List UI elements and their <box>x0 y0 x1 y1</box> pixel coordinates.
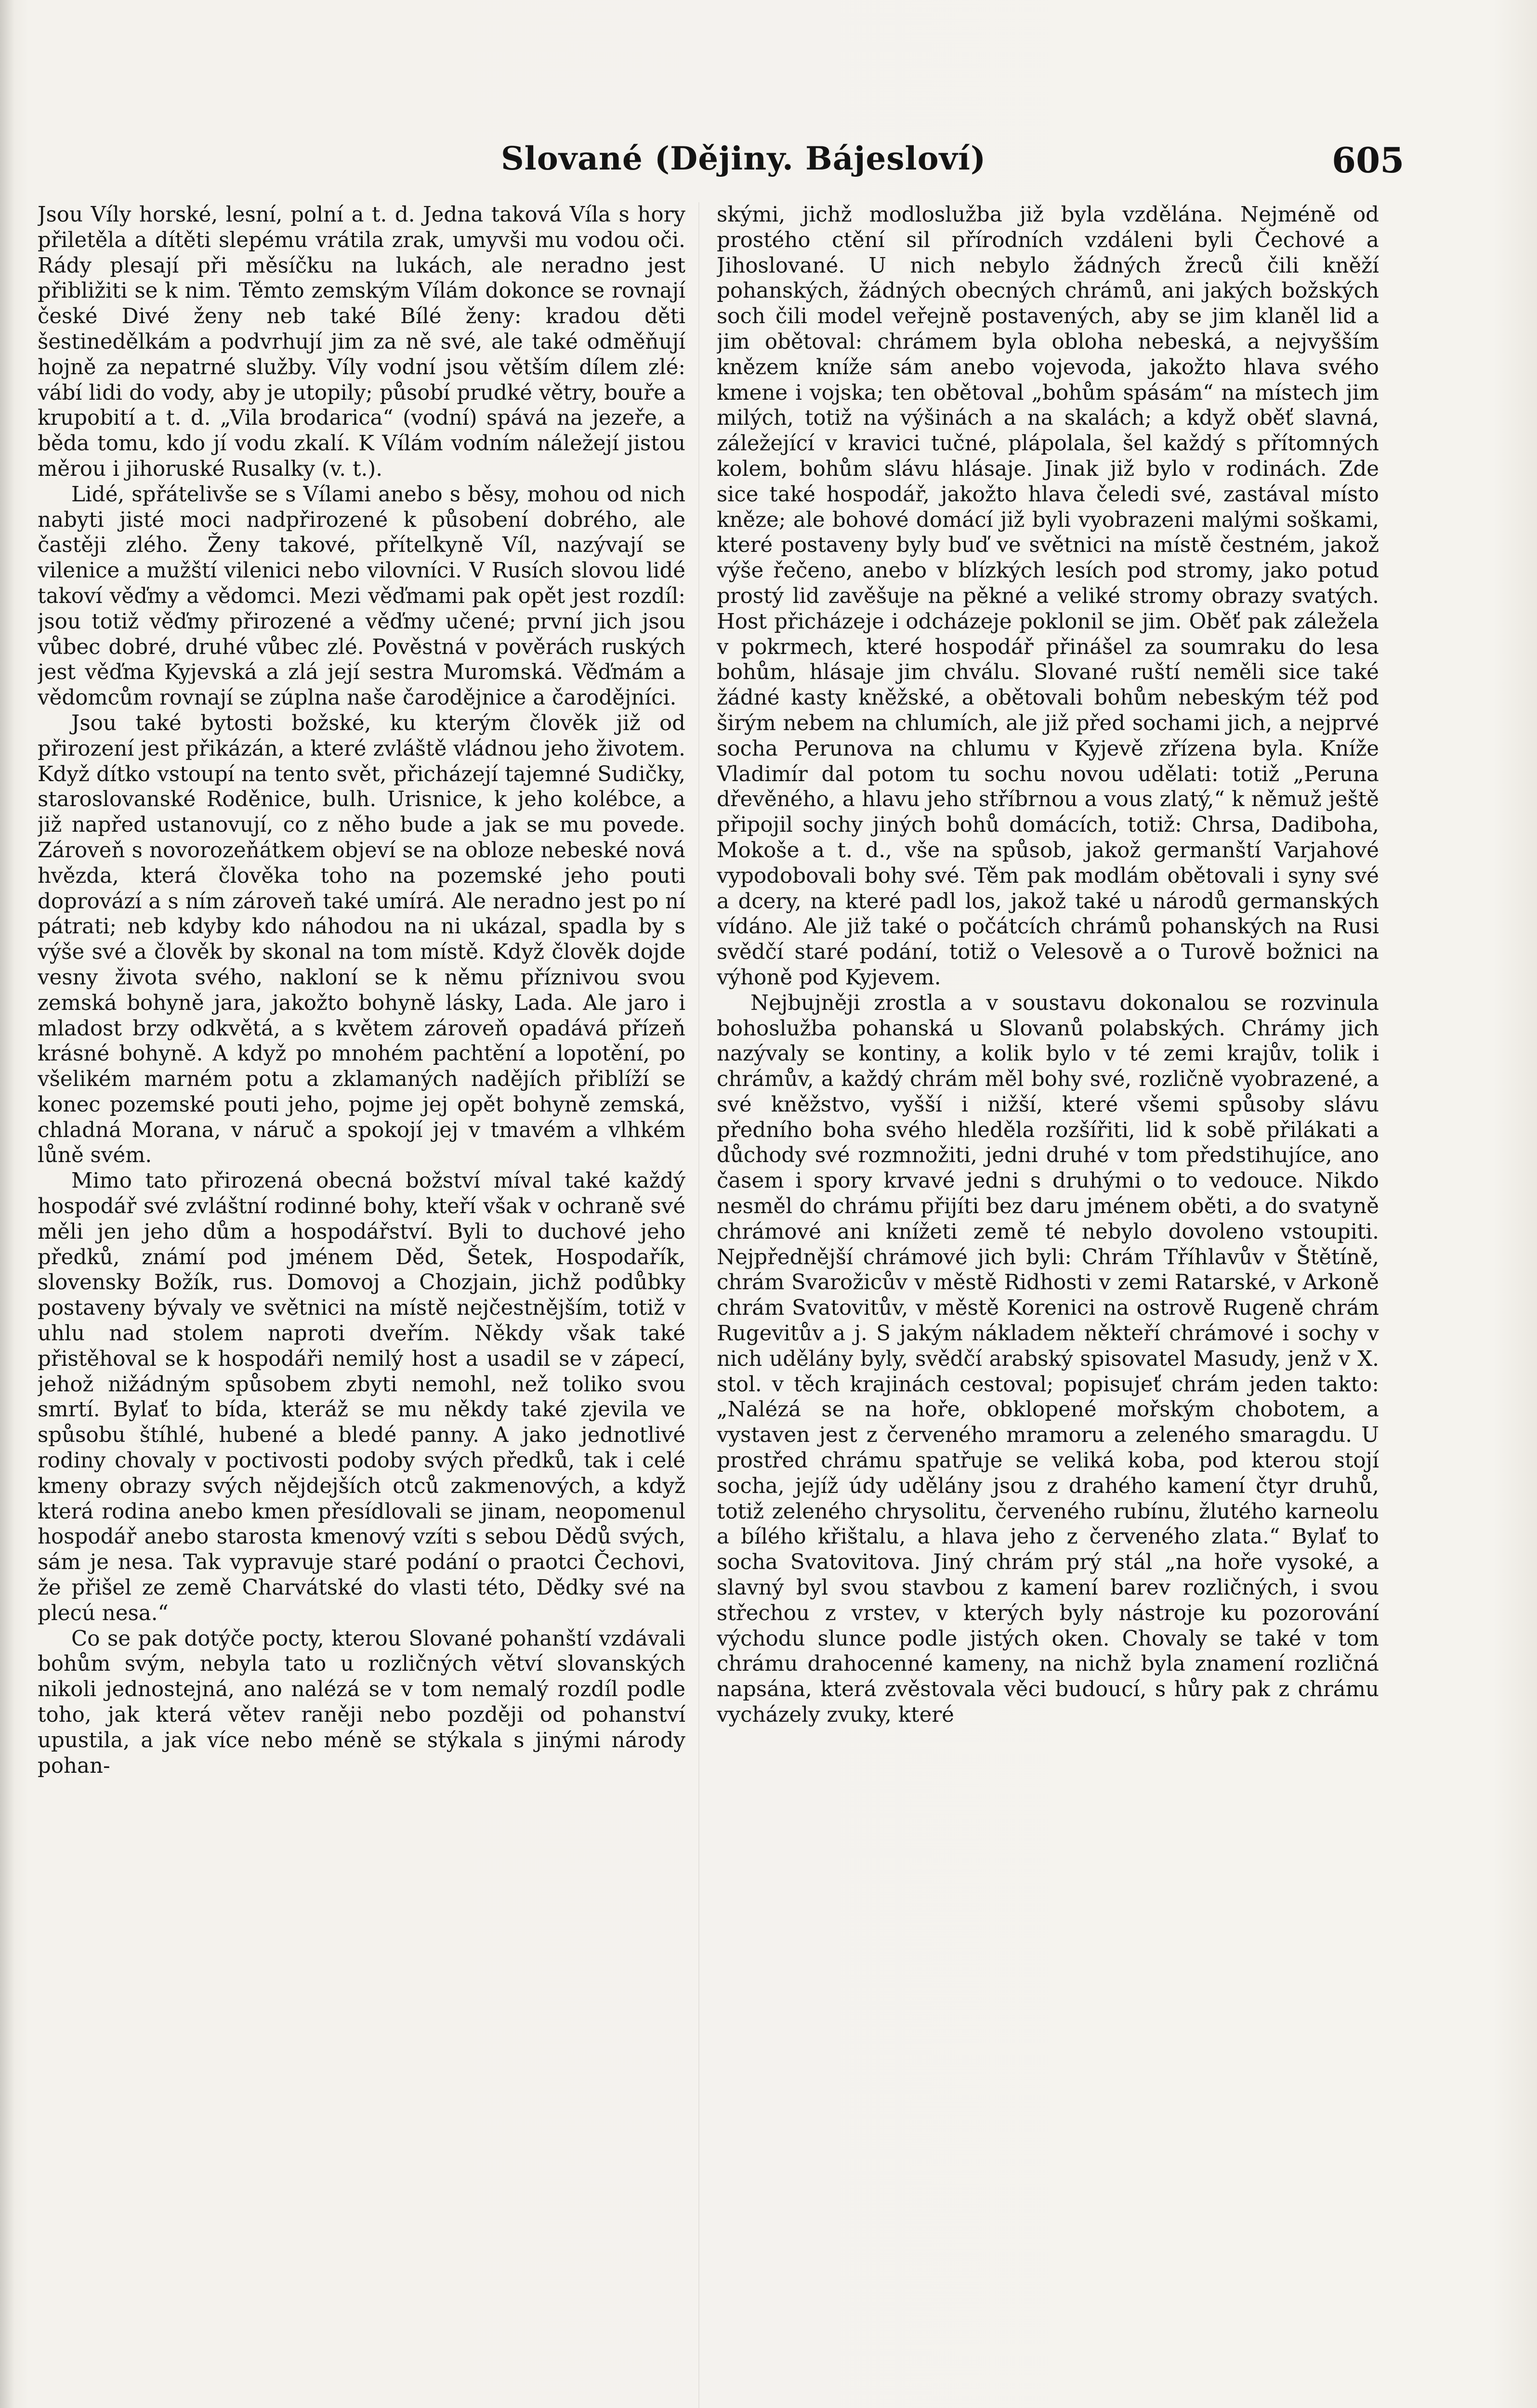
paragraph: skými, jichž modloslužba již byla vzdělána. Nejméně od prostého ctění sil přírodních vzdáleni byli Čechové a Jihoslované. U nich nebylo žádných žreců čili kněží pohanských, žádných obecných chrámů, ani jakých božských soch čili model veřejně postavených, aby se jim klaněl lid a jim obětoval: chrámem byla obloha nebeská, a nejvyšším knězem kníže sám anebo vojevoda, jakožto hlava svého kmene i vojska; ten obětoval „bohům spásám“ na místech jim milých, totiž na výšinách a na skalách; a když oběť slavná, záležející v kravici tučné, plápolala, šel každý s přítomných kolem, bohům slávu hlásaje. Jinak již bylo v rodinách. Zde sice také hospodář, jakožto hlava čeledi své, zastával místo kněze; ale bohové domácí již byli vyobrazeni malými soškami, které postaveny byly buď ve světnici na místě čestném, jakož výše řečeno, anebo v blízkých lesích pod stromy, jako potud prostý lid zavěšuje na pěkné a veliké stromy obrazy svatých. Host přicházeje i odcházeje poklonil se jim. Oběť pak záležela v pokrmech, které hospodář přinášel za soumraku do lesa bohům, hlásaje jim chválu. Slované ruští neměli sice také žádné kasty kněžské, a obětovali bohům nebeským též pod širým nebem na chlumích, ale již před sochami jich, a nejprvé socha Perunova na chlumu v Kyjevě zřízena byla. Kníže Vladimír dal potom tu sochu novou udělati: totiž „Peruna dřevěného, a hlavu jeho stříbrnou a vous zlatý,“ k němuž ještě připojil sochy jiných bohů domácích, totiž: Chrsa, Dadiboha, Mokoše a t. d., vše na spůsob, jakož germanští Varjahové vypodobovali bohy své. Těm pak modlám obětovali i syny své a dcery, na které padl los, jakož také u národů germanských vídáno. Ale již také o počátcích chrámů pohanských na Rusi svědčí staré podání, totiž o Velesově a o Turově božnici na výhoně pod Kyjevem. <box>717 203 1379 990</box>
page-header <box>0 130 1537 188</box>
paragraph: Lidé, spřátelivše se s Vílami anebo s běsy, mohou od nich nabyti jisté moci nadpřirozené k působení dobrého, ale častěji zlého. Ženy takové, přítelkyně Víl, nazývají se vilenice a mužští vilenici nebo vilovníci. V Rusích slovou lidé takoví věďmy a vědomci. Mezi věďmami pak opět jest rozdíl: jsou totiž věďmy přirozené a věďmy učené; první jich jsou vůbec dobré, druhé vůbec zlé. Pověstná v pověrách ruských jest věďma Kyjevská a zlá její sestra Muromská. Věďmám a vědomcům rovnají se zúplna naše čarodějnice a čarodějníci. <box>38 482 685 710</box>
page-number: 605 <box>1332 140 1405 181</box>
left-column <box>38 202 685 2408</box>
paragraph: Nejbujněji zrostla a v soustavu dokonalou se rozvinula bohoslužba pohanská u Slovanů polabských. Chrámy jich nazývaly se kontiny, a kolik bylo v té zemi krajův, tolik i chrámův, a každý chrám měl bohy své, rozličně vyobrazené, a své kněžstvo, vyšší i nižší, které všemi spůsoby slávu předního boha svého hleděla rozšířiti, lid k sobě přilákati a důchody své rozmnožiti, jedni druhé v tom předstihujíce, ano časem i spory krvavé jedni s druhými o to vedouce. Nikdo nesměl do chrámu přijíti bez daru jménem oběti, a do svatyně chrámové ani knížeti země té nebylo dovoleno vstoupiti. Nejpřednější chrámové jich byli: Chrám Tříhlavův v Štětíně, chrám Svarožicův v městě Ridhosti v zemi Ratarské, v Arkoně chrám Svatovitův, v městě Korenici na ostrově Rugeně chrám Rugevitův a j. S jakým nákladem někteří chrámové i sochy v nich udělány byly, svědčí arabský spisovatel Masudy, jenž v X. stol. v těch krajinách cestoval; popisujeť chrám jeden takto: „Nalézá se na hoře, obklopené mořským chobotem, a vystaven jest z červeného mramoru a zeleného smaragdu. U prostřed chrámu spatřuje se veliká koba, pod kterou stojí socha, jejíž údy udělány jsou z drahého kamení čtyr druhů, totiž zeleného chrysolitu, červeného rubínu, žlutého karneolu a bílého křištalu, a hlava jeho z červeného zlata.“ Bylať to socha Svatovitova. Jiný chrám prý stál „na hoře vysoké, a slavný byl svou stavbou z kamení barev rozličných, i svou střechou z vrstev, v kterých byly nástroje ku pozorování východu slunce podle jistých oken. Chovaly se také v tom chrámu drahocenné kameny, na nichž byla znamení rozličná napsána, která zvěstovala věci budoucí, s hůry pak z chrámu vycházely zvuky, které <box>717 991 1379 1727</box>
paragraph: Jsou také bytosti božské, ku kterým člověk již od přirození jest přikázán, a které zvláště vládnou jeho životem. Když dítko vstoupí na tento svět, přicházejí tajemné Sudičky, staroslovanské Roděnice, bulh. Urisnice, k jeho kolébce, a již napřed ustanovují, co z něho bude a jak se mu povede. Zároveň s novorozeňátkem objeví se na obloze nebeské nová hvězda, která člověka toho na pozemské jeho pouti doprovází a s ním zároveň také umírá. Ale neradno jest po ní pátrati; neb kdyby kdo náhodou na ni ukázal, spadla by s výše své a člověk by skonal na tom místě. Když člověk dojde vesny života svého, nakloní se k němu příznivou svou zemská bohyně jara, jakožto bohyně lásky, Lada. Ale jaro i mladost brzy odkvětá, a s květem zároveň opadává přízeň krásné bohyně. A když po mnohém pachtění a lopotění, po všelikém marném potu a zklamaných nadějích přiblíží se konec pozemské pouti jeho, pojme jej opět bohyně zemská, chladná Morana, v náruč a spokojí jej v tmavém a vlhkém lůně svém. <box>38 711 685 1168</box>
running-title: Slované (Dějiny. Bájesloví) <box>501 140 986 177</box>
column-divider <box>698 202 699 2408</box>
right-column <box>717 202 1379 2408</box>
paragraph: Mimo tato přirozená obecná božství míval také každý hospodář své zvláštní rodinné bohy, kteří však v ochraně své měli jen jeho dům a hospodářství. Byli to duchové jeho předků, známí pod jménem Děd, Šetek, Hospodařík, slovensky Božík, rus. Domovoj a Chozjain, jichž podůbky postaveny bývaly ve světnici na místě nejčestnějším, totiž v uhlu nad stolem naproti dveřím. Někdy však také přistěhoval se k hospodáři nemilý host a usadil se v zápecí, jehož nižádným spůsobem zbyti nemohl, než toliko svou smrtí. Bylať to bída, kteráž se mu někdy také zjevila ve spůsobu štíhlé, hubené a bledé panny. A jako jednotlivé rodiny chovaly v poctivosti podoby svých předků, tak i celé kmeny obrazy svých nějdejších otců zakmenových, a když která rodina anebo kmen přesídlovali se jinam, neopomenul hospodář anebo starosta kmenový vzíti s sebou Dědů svých, sám je nesa. Tak vypravuje staré podání o praotci Čechovi, že přišel ze země Charvátské do vlasti této, Dědky své na plecú nesa.“ <box>38 1169 685 1625</box>
page-edge-shadow <box>0 0 14 2408</box>
paragraph: Jsou Víly horské, lesní, polní a t. d. Jedna taková Víla s hory přiletěla a dítěti slepému vrátila zrak, umyvši mu vodou oči. Rády plesají při měsíčku na lukách, ale neradno jest přibližiti se k nim. Těmto zemským Vílám dokonce se rovnají české Divé ženy neb také Bílé ženy: kradou děti šestinedělkám a podvrhují jim za ně své, ale také odměňují hojně za nepatrné služby. Víly vodní jsou větším dílem zlé: vábí lidi do vody, aby je utopily; působí prudké větry, bouře a krupobití a t. d. „Vila brodarica“ (vodní) spává na jezeře, a běda tomu, kdo jí vodu zkalí. K Vílám vodním náležejí jistou měrou i jihoruské Rusalky (v. t.). <box>38 203 685 481</box>
paragraph: Co se pak dotýče pocty, kterou Slované pohanští vzdávali bohům svým, nebyla tato u rozličných větví slovanských nikoli jednostejná, ano nalézá se v tom nemalý rozdíl podle toho, jak která větev raněji nebo později od pohanství upustila, a jak více nebo méně se stýkala s jinými národy pohan- <box>38 1626 685 1778</box>
